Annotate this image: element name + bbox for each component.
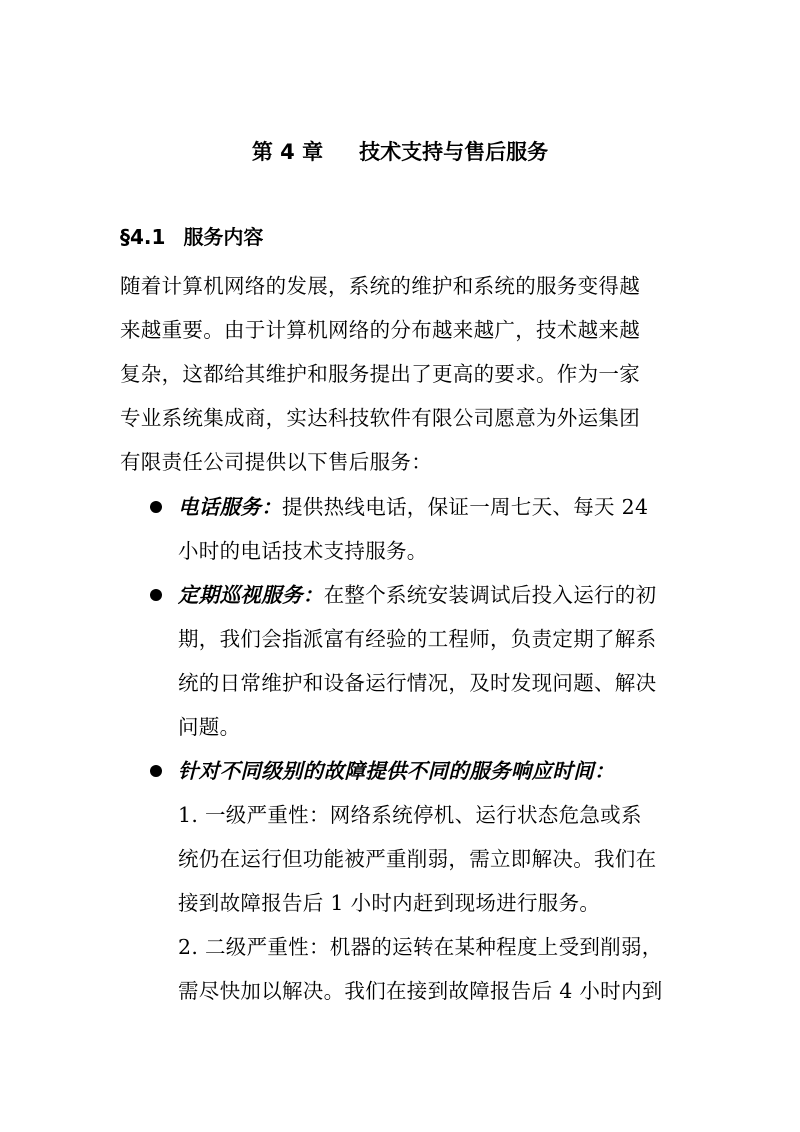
bullet-line: 期，我们会指派富有经验的工程师，负责定期了解系 bbox=[178, 627, 657, 651]
chapter-heading bbox=[0, 136, 800, 168]
bullet-text: 在整个系统安装调试后投入运行的初 bbox=[323, 583, 657, 607]
bullet-dot bbox=[150, 765, 162, 777]
bullet-item-response-time bbox=[178, 756, 615, 786]
severity-line: 统仍在运行但功能被严重削弱，需立即解决。我们在 bbox=[178, 847, 657, 871]
bullet-dot bbox=[150, 589, 162, 601]
bullet-line: 问题。 bbox=[178, 715, 241, 739]
chapter-title: 技术支持与售后服务 bbox=[359, 140, 549, 164]
intro-line: 有限责任公司提供以下售后服务： bbox=[120, 450, 432, 474]
severity-line: 需尽快加以解决。我们在接到故障报告后 4 小时内到 bbox=[178, 979, 663, 1003]
bullet-text: 提供热线电话，保证一周七天、每天 24 bbox=[282, 495, 649, 519]
chapter-number: 第 4 章 bbox=[251, 140, 324, 164]
bullet-item-inspection-service bbox=[178, 580, 656, 610]
intro-line: 专业系统集成商，实达科技软件有限公司愿意为外运集团 bbox=[120, 406, 640, 430]
bullet-line: 统的日常维护和设备运行情况，及时发现问题、解决 bbox=[178, 671, 657, 695]
severity-line: 接到故障报告后 1 小时内赶到现场进行服务。 bbox=[178, 891, 601, 915]
bullet-term: 针对不同级别的故障提供不同的服务响应时间： bbox=[178, 759, 615, 783]
bullet-dot bbox=[150, 501, 162, 513]
intro-line: 复杂，这都给其维护和服务提出了更高的要求。作为一家 bbox=[120, 362, 640, 386]
bullet-line: 小时的电话技术支持服务。 bbox=[178, 539, 428, 563]
intro-line: 随着计算机网络的发展，系统的维护和系统的服务变得越 bbox=[120, 274, 640, 298]
severity-line: 1. 一级严重性：网络系统停机、运行状态危急或系 bbox=[178, 803, 642, 827]
bullet-term: 定期巡视服务： bbox=[178, 583, 324, 607]
section-number: §4.1 bbox=[120, 225, 166, 249]
bullet-term: 电话服务： bbox=[178, 495, 282, 519]
intro-line: 来越重要。由于计算机网络的分布越来越广，技术越来越 bbox=[120, 318, 640, 342]
section-heading bbox=[120, 222, 263, 252]
severity-line: 2. 二级严重性：机器的运转在某种程度上受到削弱， bbox=[178, 935, 663, 959]
bullet-item-phone-service bbox=[178, 492, 648, 522]
section-title: 服务内容 bbox=[183, 225, 264, 249]
